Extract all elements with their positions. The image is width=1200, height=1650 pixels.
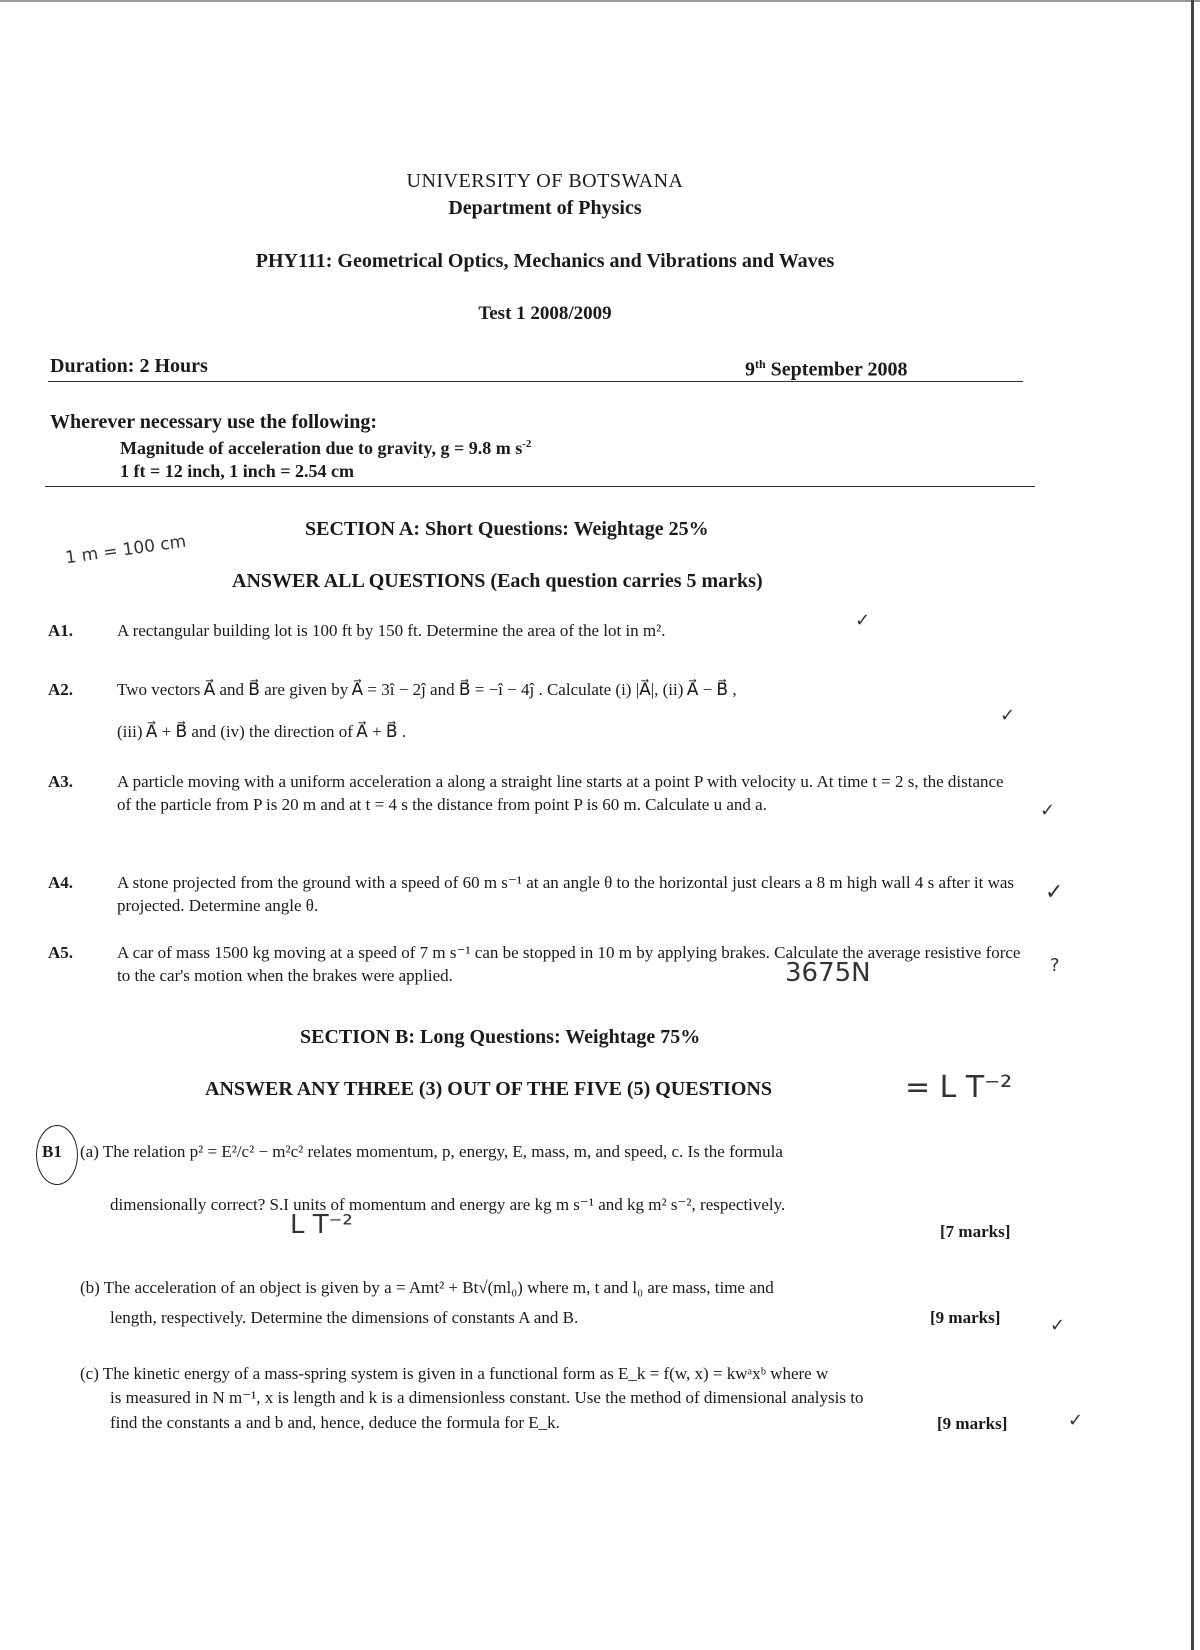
section-a-title: SECTION A: Short Questions: Weightage 25%	[305, 518, 709, 540]
constants-intro: Wherever necessary use the following:	[50, 411, 377, 433]
gravity-constant: Magnitude of acceleration due to gravity, g = 9.8 m $s^{-2}$	[120, 438, 532, 458]
question-mark-icon: ?	[1050, 955, 1060, 976]
duration: Duration: 2 Hours	[50, 355, 208, 377]
section-b-title: SECTION B: Long Questions: Weightage 75%	[300, 1026, 701, 1048]
question-text: A particle moving with a uniform acceleration a along a straight line starts at a point P with velocity u. At time t = 2 s, the distance of the particle from P is 20 m and at t = 4 s the distance from point P is 60 m. Calculate u and a.	[117, 772, 1004, 814]
question-text: A stone projected from the ground with a speed of 60 m s⁻¹ at an angle θ to the horizontal just clears a 8 m high wall 4 s after it was projected. Determine angle θ.	[117, 873, 1015, 915]
divider	[48, 381, 1023, 382]
marks-label: [9 marks]	[930, 1308, 1001, 1327]
department-name: Department of Physics	[448, 197, 642, 219]
divider	[45, 486, 1035, 487]
check-mark-icon: ✓	[1000, 705, 1016, 726]
scan-edge-right	[1191, 0, 1194, 1650]
check-mark-icon: ✓	[855, 610, 871, 631]
question-text: A car of mass 1500 kg moving at a speed of 7 m s⁻¹ can be stopped in 10 m by applying brakes. Calculate the average resistive force to the car's motion when the brakes were applied.	[117, 943, 1021, 985]
handwritten-note: 1 m = 100 cm	[64, 531, 188, 569]
check-mark-icon: ✓	[1045, 880, 1064, 905]
check-mark-icon: ✓	[1068, 1410, 1084, 1431]
question-part-c-cont: find the constants a and b and, hence, deduce the formula for E_k.	[110, 1413, 560, 1432]
question-number: A1.	[48, 621, 74, 640]
test-title: Test 1 2008/2009	[478, 303, 612, 324]
unit-conversion: 1 ft = 12 inch, 1 inch = 2.54 cm	[120, 461, 355, 481]
question-text: (iii) A⃗ + B⃗ and (iv) the direction of A⃗ + B⃗ .	[117, 722, 407, 741]
scan-edge-top	[0, 0, 1200, 2]
marks-label: [9 marks]	[937, 1414, 1008, 1433]
question-part-b: (b) The acceleration of an object is given by a = Amt² + Bt√(ml₀) where m, t and l₀ are mass, time and	[80, 1278, 774, 1297]
exam-date: 9th September 2008	[745, 357, 908, 381]
handwritten-note: = L T⁻²	[905, 1070, 1013, 1105]
handwritten-answer: 3675N	[785, 958, 871, 988]
question-number: A3.	[48, 772, 74, 791]
question-number: B1	[42, 1142, 62, 1161]
question-number: A5.	[48, 943, 74, 962]
question-part-a: (a) The relation p² = E²/c² − m²c² relates momentum, p, energy, E, mass, m, and speed, c. Is the formula	[80, 1142, 783, 1161]
check-mark-icon: ✓	[1050, 1315, 1066, 1336]
section-b-instruction: ANSWER ANY THREE (3) OUT OF THE FIVE (5) QUESTIONS	[205, 1078, 772, 1100]
question-text: A rectangular building lot is 100 ft by 150 ft. Determine the area of the lot in m².	[117, 621, 666, 640]
check-mark-icon: ✓	[1040, 800, 1056, 821]
question-part-c-cont: is measured in N m⁻¹, x is length and k is a dimensionless constant. Use the method of dimensional analysis to	[110, 1388, 864, 1407]
question-number: A4.	[48, 873, 74, 892]
question-text: Two vectors A⃗ and B⃗ are given by A⃗ = 3î − 2ĵ and B⃗ = −î − 4ĵ . Calculate (i) |A⃗|, (ii) A⃗ − B⃗ ,	[117, 680, 737, 699]
question-number: A2.	[48, 680, 74, 699]
university-name: UNIVERSITY OF BOTSWANA	[406, 170, 684, 192]
marks-label: [7 marks]	[940, 1222, 1011, 1241]
question-part-c: (c) The kinetic energy of a mass-spring system is given in a functional form as E_k = f(w, x) = kwᵃxᵇ where w	[80, 1364, 829, 1383]
section-a-instruction: ANSWER ALL QUESTIONS (Each question carries 5 marks)	[232, 570, 763, 592]
question-part-a-cont: dimensionally correct? S.I units of momentum and energy are kg m s⁻¹ and kg m² s⁻², respectively.	[110, 1195, 786, 1214]
question-part-b-cont: length, respectively. Determine the dimensions of constants A and B.	[110, 1308, 579, 1327]
handwritten-note: L T⁻²	[290, 1210, 353, 1240]
course-title: PHY111: Geometrical Optics, Mechanics and Vibrations and Waves	[255, 250, 835, 272]
